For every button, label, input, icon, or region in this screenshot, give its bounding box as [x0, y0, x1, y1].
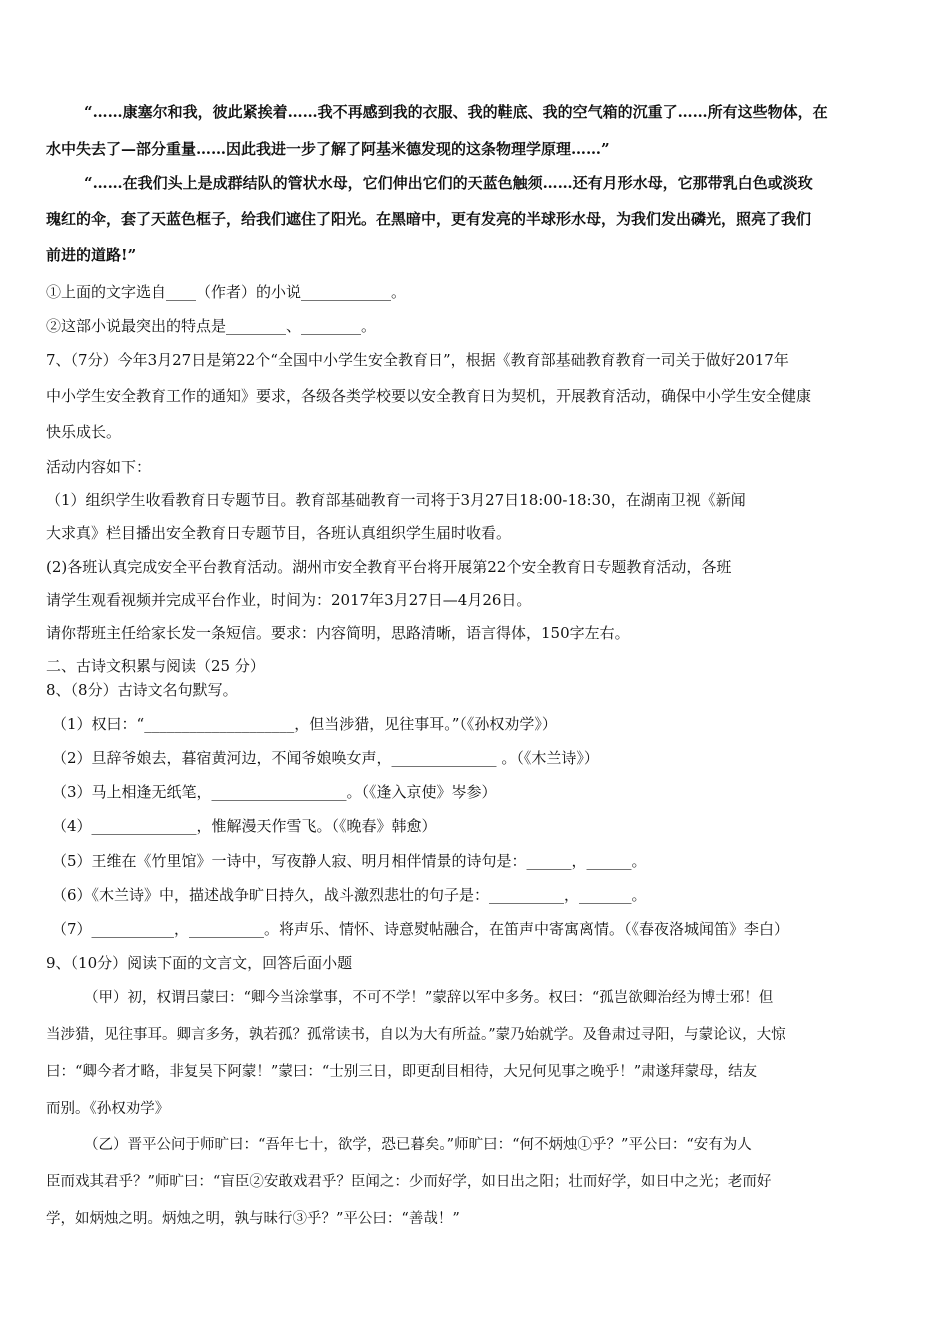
question-9-title: 9、（10分）阅读下面的文言文，回答后面小题	[46, 954, 353, 972]
passage-b-line-2: 臣而戏其君乎？”师旷曰：“盲臣②安敢戏君乎？臣闻之：少而好学，如日出之阳；壮而好学，如日中之光；老而好	[46, 1174, 772, 1190]
passage-a-line-3: 曰：“卿今者才略，非复吴下阿蒙！”蒙曰：“士别三日，即更刮目相待，大兄何见事之晚乎！”肃遂拜蒙母，结友	[46, 1064, 758, 1080]
question-6-sub-1: ①上面的文字选自____（作者）的小说____________。	[46, 283, 407, 301]
question-8-item-6: （6）《木兰诗》中，描述战争旷日持久，战斗激烈悲壮的句子是：__________，_______。	[52, 886, 647, 904]
question-8-title: 8、（8分）古诗文名句默写。	[46, 681, 238, 699]
excerpt-paragraph-2-line-1: “……在我们头上是成群结队的管状水母，它们伸出它们的天蓝色触须……还有月形水母，它那带乳白色或淡玫	[84, 174, 813, 192]
question-8-item-4: （4）______________，惟解漫天作雪飞。（《晚春》韩愈）	[52, 817, 437, 835]
question-6-sub-2: ②这部小说最突出的特点是________、________。	[46, 317, 377, 335]
question-8-item-3: （3）马上相逢无纸笔，__________________。（《逢入京使》岑参）	[52, 783, 497, 801]
question-8-item-7: （7）___________，__________。将声乐、情怀、诗意熨帖融合，在笛声中寄寓离情。（《春夜洛城闻笛》李白）	[52, 920, 790, 938]
question-7-activity-2-line-2: 请学生观看视频并完成平台作业，时间为：2017年3月27日—4月26日。	[46, 591, 532, 609]
question-8-item-2: （2）旦辞爷娘去，暮宿黄河边，不闻爷娘唤女声，______________ 。（《木兰诗》）	[52, 749, 599, 767]
excerpt-paragraph-2-line-2: 瑰红的伞，套了天蓝色框子，给我们遮住了阳光。在黑暗中，更有发亮的半球形水母，为我们发出磷光，照亮了我们	[46, 210, 812, 228]
passage-b-line-3: 学，如炳烛之明。炳烛之明，孰与昧行③乎？”平公曰：“善哉！”	[46, 1211, 460, 1227]
question-7-task: 请你帮班主任给家长发一条短信。要求：内容简明，思路清晰，语言得体，150字左右。	[46, 624, 630, 642]
passage-a-line-4: 而别。《孙权劝学》	[46, 1101, 170, 1117]
question-7-activity-2-line-1: (2)各班认真完成安全平台教育活动。湖州市安全教育平台将开展第22个安全教育日专题教育活动，各班	[46, 558, 732, 576]
passage-b-line-1: （乙）晋平公问于师旷曰：“吾年七十，欲学，恐已暮矣。”师旷曰：“何不炳烛①乎？”平公曰：“安有为人	[84, 1137, 752, 1153]
question-8-item-5: （5）王维在《竹里馆》一诗中，写夜静人寂、明月相伴情景的诗句是：______，______。	[52, 852, 647, 870]
passage-a-line-1: （甲）初，权谓吕蒙曰：“卿今当涂掌事，不可不学！”蒙辞以军中多务。权曰：“孤岂欲卿治经为博士邪！但	[84, 990, 774, 1006]
question-7-activity-heading: 活动内容如下：	[46, 458, 152, 476]
question-7-line-2: 中小学生安全教育工作的通知》要求，各级各类学校要以安全教育日为契机，开展教育活动，确保中小学生安全健康	[46, 387, 812, 405]
question-7-activity-1-line-1: （1）组织学生收看教育日专题节目。教育部基础教育一司将于3月27日18:00-18:30，在湖南卫视《新闻	[46, 491, 746, 509]
excerpt-paragraph-1-line-2: 水中失去了—部分重量……因此我进一步了解了阿基米德发现的这条物理学原理……”	[46, 140, 610, 158]
question-7-line-3: 快乐成长。	[46, 423, 122, 441]
passage-a-line-2: 当涉猎，见往事耳。卿言多务，孰若孤？孤常读书，自以为大有所益。”蒙乃始就学。及鲁肃过寻阳，与蒙论议，大惊	[46, 1027, 786, 1043]
question-7-line-1: 7、（7分）今年3月27日是第22个“全国中小学生安全教育日”，根据《教育部基础教育教育一司关于做好2017年	[46, 351, 789, 369]
excerpt-paragraph-2-line-3: 前进的道路!”	[46, 246, 137, 264]
question-7-activity-1-line-2: 大求真》栏目播出安全教育日专题节目，各班认真组织学生届时收看。	[46, 524, 512, 542]
excerpt-paragraph-1-line-1: “……康塞尔和我，彼此紧挨着……我不再感到我的衣服、我的鞋底、我的空气箱的沉重了……所有这些物体，在	[84, 103, 828, 121]
section-2-title: 二、古诗文积累与阅读（25 分）	[46, 657, 265, 675]
question-8-item-1: （1）权曰：“____________________，但当涉猎，见往事耳。”（《孙权劝学》）	[52, 715, 557, 733]
